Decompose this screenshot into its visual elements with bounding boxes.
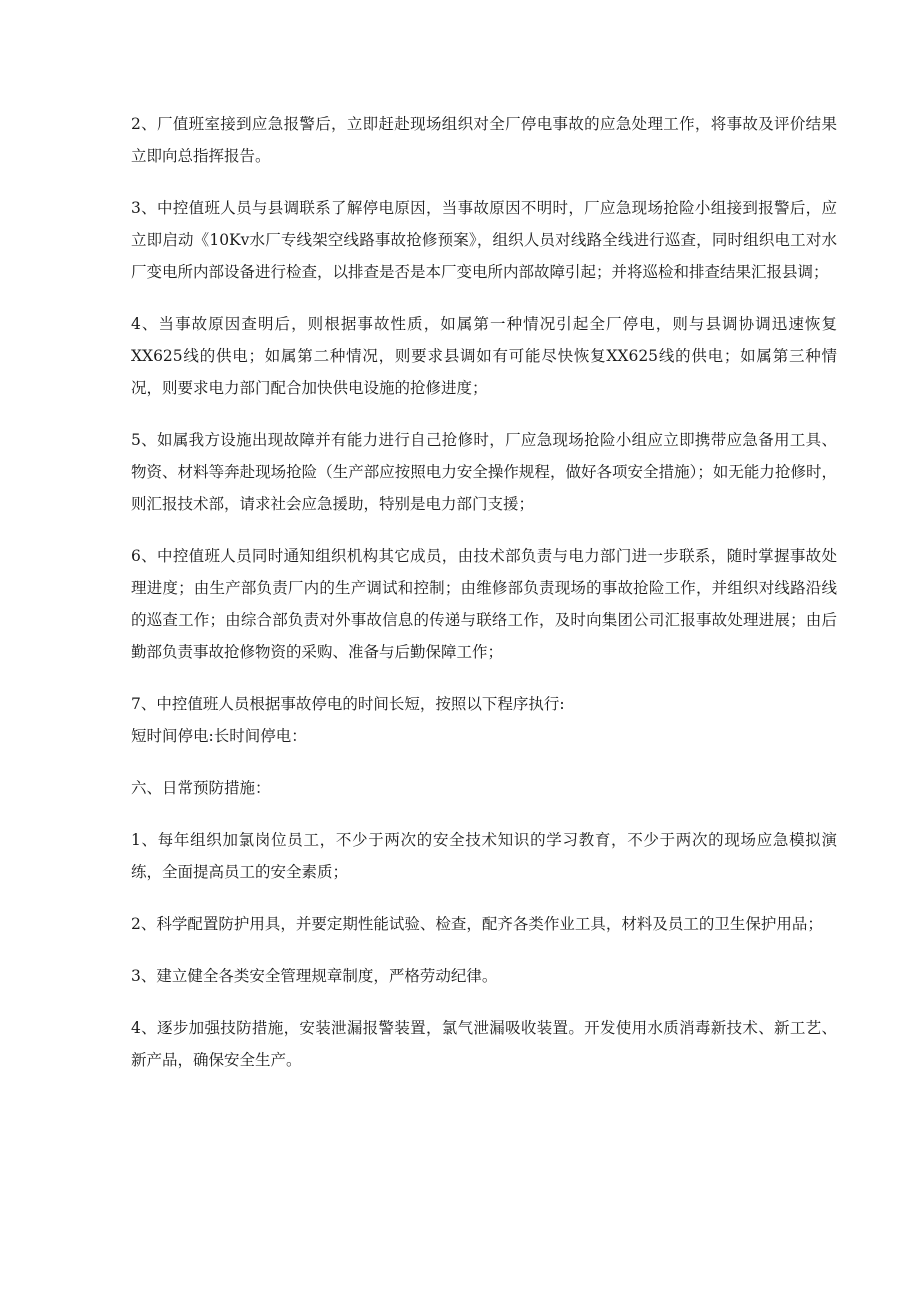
paragraph-prevention-3: 3、建立健全各类安全管理规章制度，严格劳动纪律。 — [131, 967, 498, 985]
paragraph-prevention-2: 2、科学配置防护用具，并要定期性能试验、检查，配齐各类作业工具，材料及员工的卫生保护用品； — [131, 915, 823, 933]
paragraph-outage-types: 短时间停电:长时间停电： — [131, 727, 307, 745]
section-heading-prevention: 六、日常预防措施： — [131, 779, 271, 797]
paragraph-step-7: 7、中控值班人员根据事故停电的时间长短，按照以下程序执行: — [131, 695, 565, 713]
paragraph-prevention-1: 1、每年组织加氯岗位员工，不少于两次的安全技术知识的学习教育，不少于两次的现场应急模拟演练，全面提高员工的安全素质； — [131, 831, 837, 881]
paragraph-prevention-4: 4、逐步加强技防措施，安装泄漏报警装置，氯气泄漏吸收装置。开发使用水质消毒新技术、新工艺、新产品，确保安全生产。 — [131, 1019, 837, 1069]
paragraph-step-4: 4、当事故原因查明后，则根据事故性质，如属第一种情况引起全厂停电，则与县调协调迅速恢复XX625线的供电；如属第二种情况，则要求县调如有可能尽快恢复XX625线的供电；如属第三种情况，则要求电力部门配合加快供电设施的抢修进度； — [131, 315, 837, 397]
paragraph-step-6: 6、中控值班人员同时通知组织机构其它成员，由技术部负责与电力部门进一步联系，随时掌握事故处理进度；由生产部负责厂内的生产调试和控制；由维修部负责现场的事故抢险工作，并组织对线路沿线的巡查工作；由综合部负责对外事故信息的传递与联络工作，及时向集团公司汇报事故处理进展；由后勤部负责事故抢修物资的采购、准备与后勤保障工作； — [131, 547, 837, 661]
paragraph-step-3: 3、中控值班人员与县调联系了解停电原因，当事故原因不明时，厂应急现场抢险小组接到报警后，应立即启动《10Kv水厂专线架空线路事故抢修预案》，组织人员对线路全线进行巡查，同时组织电工对水厂变电所内部设备进行检查，以排查是否是本厂变电所内部故障引起；并将巡检和排查结果汇报县调； — [131, 199, 837, 281]
paragraph-step-5: 5、如属我方设施出现故障并有能力进行自己抢修时，厂应急现场抢险小组应立即携带应急备用工具、物资、材料等奔赴现场抢险（生产部应按照电力安全操作规程，做好各项安全措施）；如无能力抢修时，则汇报技术部，请求社会应急援助，特别是电力部门支援； — [131, 431, 837, 513]
document-body — [131, 108, 837, 1096]
paragraph-step-2: 2、厂值班室接到应急报警后，立即赶赴现场组织对全厂停电事故的应急处理工作，将事故及评价结果立即向总指挥报告。 — [131, 115, 837, 165]
